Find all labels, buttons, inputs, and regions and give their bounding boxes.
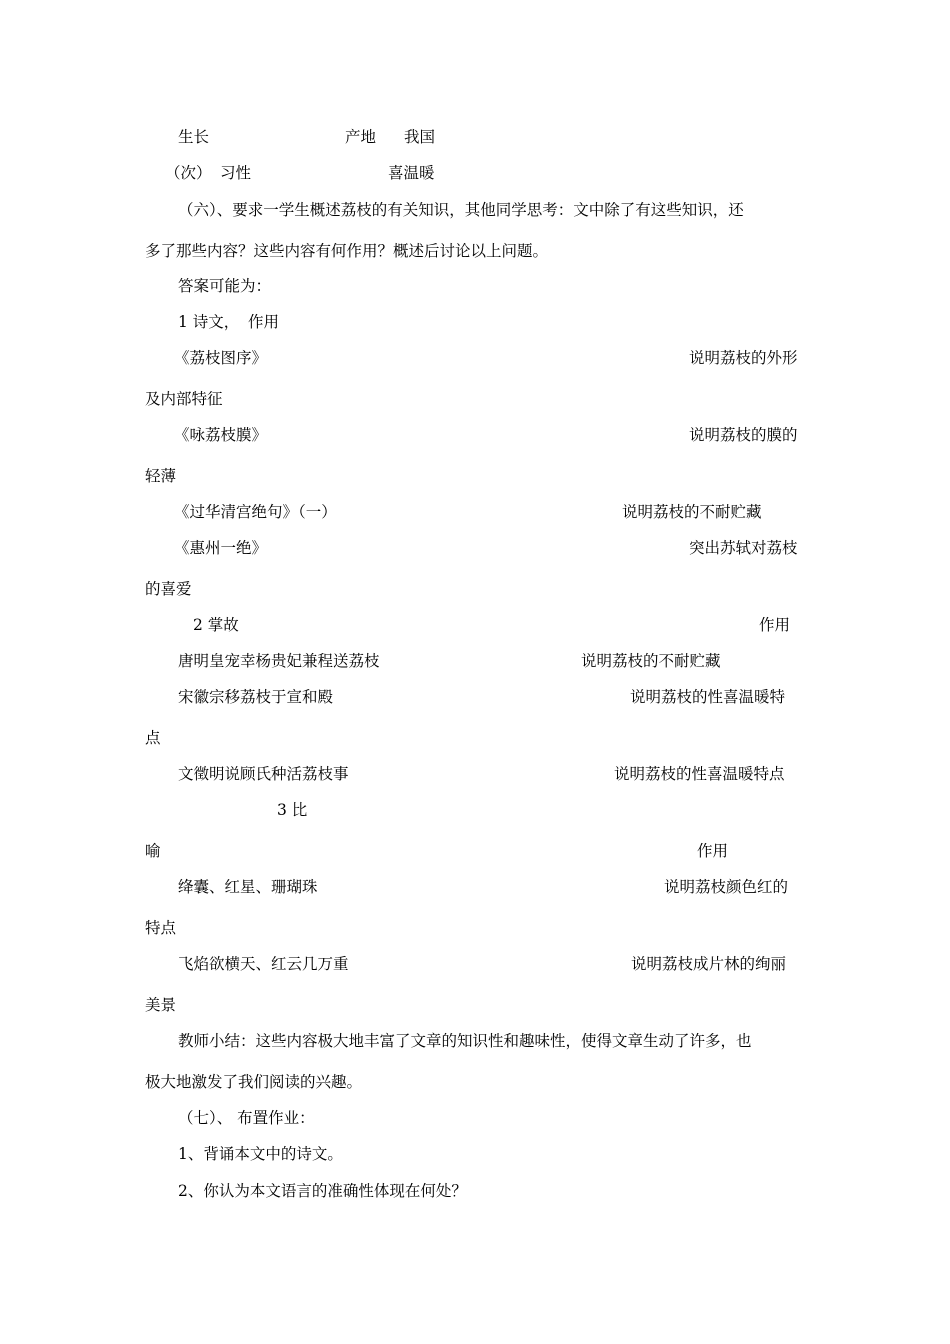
section7-title: （七）、 布置作业： [178, 1109, 315, 1127]
teacher-summary-line1: 教师小结：这些内容极大地丰富了文章的知识性和趣味性，使得文章生动了许多，也 [178, 1032, 752, 1050]
table-cell-habit-value: 喜温暖 [388, 164, 435, 182]
story-title-3: 文徵明说顾氏种活荔枝事 [178, 765, 349, 783]
poem-effect-1: 说明荔枝的外形 [689, 349, 798, 367]
story-effect-3: 说明荔枝的性喜温暖特点 [614, 765, 785, 783]
metaphor-title-1: 绛囊、红星、珊瑚珠 [178, 878, 318, 896]
metaphor-effect-1: 说明荔枝颜色红的 [664, 878, 789, 896]
poem-title-4: 《惠州一绝》 [174, 539, 268, 557]
story-title-2: 宋徽宗移荔枝于宣和殿 [178, 688, 334, 706]
answer-intro: 答案可能为： [178, 277, 272, 295]
metaphor-effect-1-cont: 特点 [145, 919, 177, 937]
story-title-1: 唐明皇宠幸杨贵妃兼程送荔枝 [178, 652, 380, 670]
poems-header: 1 诗文， [178, 313, 240, 331]
table-cell-origin-label: 产地 [345, 128, 377, 146]
teacher-summary-line2: 极大地激发了我们阅读的兴趣。 [145, 1073, 363, 1091]
table-cell-growth: 生长 [178, 128, 210, 146]
metaphor-effect-2: 说明荔枝成片林的绚丽 [631, 955, 787, 973]
poem-effect-4-cont: 的喜爱 [145, 580, 192, 598]
section6-line1: （六）、要求一学生概述荔枝的有关知识，其他同学思考：文中除了有这些知识，还 [178, 201, 744, 219]
table-cell-habit-label: 习性 [220, 164, 252, 182]
table-cell-origin-value: 我国 [404, 128, 436, 146]
poem-title-1: 《荔枝图序》 [174, 349, 268, 367]
metaphors-header: 3 比 [277, 801, 308, 819]
stories-effect-header: 作用 [759, 616, 791, 634]
story-effect-1: 说明荔枝的不耐贮藏 [581, 652, 721, 670]
story-effect-2-cont: 点 [145, 729, 161, 747]
stories-header: 2 掌故 [193, 616, 239, 634]
metaphor-effect-2-cont: 美景 [145, 996, 177, 1014]
section6-line2: 多了那些内容？这些内容有何作用？概述后讨论以上问题。 [145, 242, 549, 260]
poem-effect-4: 突出苏轼对荔枝 [689, 539, 798, 557]
poem-effect-2: 说明荔枝的膜的 [689, 426, 798, 444]
poem-effect-1-cont: 及内部特征 [145, 390, 223, 408]
poem-effect-3: 说明荔枝的不耐贮藏 [622, 503, 762, 521]
poems-effect-header: 作用 [248, 313, 280, 331]
metaphors-header-cont: 喻 [145, 842, 161, 860]
story-effect-2: 说明荔枝的性喜温暖特 [630, 688, 786, 706]
poem-title-3: 《过华清宫绝句》（一） [174, 503, 337, 521]
homework-item-1: 1、背诵本文中的诗文。 [178, 1145, 343, 1163]
homework-item-2: 2、你认为本文语言的准确性体现在何处？ [178, 1182, 467, 1200]
poem-effect-2-cont: 轻薄 [145, 467, 177, 485]
metaphor-title-2: 飞焰欲横天、红云几万重 [178, 955, 349, 973]
poem-title-2: 《咏荔枝膜》 [174, 426, 268, 444]
table-cell-second: （次） [165, 164, 212, 182]
metaphors-effect-header: 作用 [697, 842, 729, 860]
